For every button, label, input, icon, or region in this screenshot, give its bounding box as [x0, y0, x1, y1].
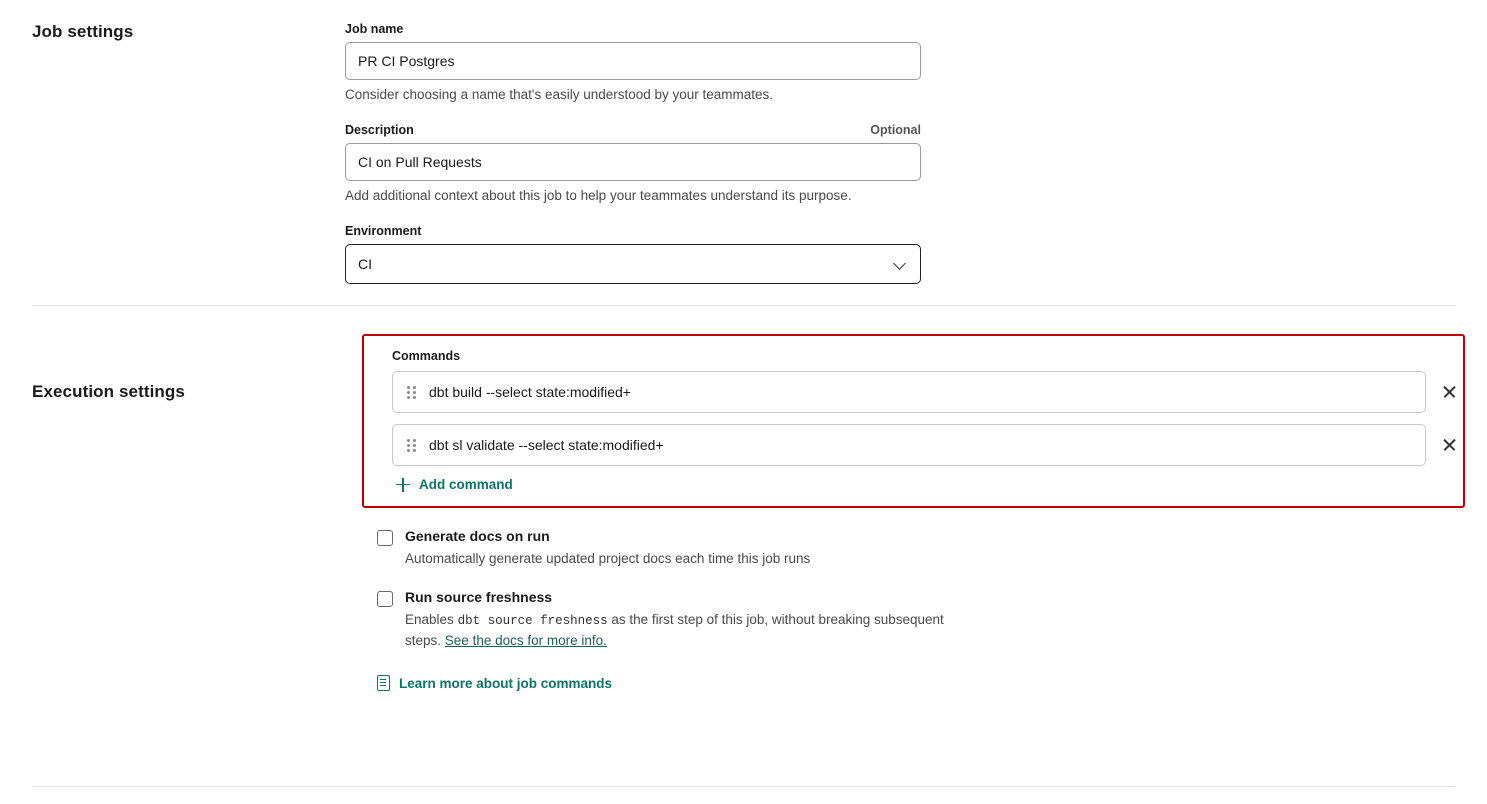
source-freshness-desc-middle: as the first step of this job, without breaking subsequent steps. [405, 612, 944, 648]
job-name-label-row [345, 22, 921, 36]
source-freshness-checkbox[interactable] [377, 591, 393, 607]
source-freshness-text [405, 589, 965, 651]
description-value: CI on Pull Requests [358, 154, 482, 170]
job-name-input[interactable] [345, 42, 921, 80]
source-freshness-option [377, 589, 1487, 651]
generate-docs-checkbox[interactable] [377, 530, 393, 546]
job-settings-form [345, 22, 1487, 305]
environment-value: CI [358, 256, 372, 272]
environment-select[interactable] [345, 244, 921, 284]
description-input[interactable] [345, 143, 921, 181]
drag-handle-icon[interactable] [405, 437, 417, 453]
learn-more-link[interactable] [377, 675, 612, 691]
execution-settings-section [0, 306, 1487, 508]
description-help: Add additional context about this job to help your teammates understand its purpose. [345, 188, 852, 203]
generate-docs-title: Generate docs on run [405, 528, 550, 544]
command-input[interactable] [392, 371, 1426, 413]
commands-label: Commands [392, 349, 461, 363]
source-freshness-description [405, 610, 965, 651]
command-row [392, 371, 1463, 413]
job-name-field [345, 22, 1487, 102]
remove-command-button[interactable] [1437, 379, 1463, 405]
source-freshness-command-code: dbt source freshness [457, 614, 608, 629]
execution-settings-body [345, 334, 1487, 508]
document-icon [377, 675, 390, 691]
execution-settings-title: Execution settings [32, 382, 185, 401]
source-freshness-title: Run source freshness [405, 589, 553, 606]
job-name-value: PR CI Postgres [358, 53, 455, 69]
job-settings-title: Job settings [32, 22, 134, 41]
command-row [392, 424, 1463, 466]
environment-field [345, 224, 1487, 284]
command-input[interactable] [392, 424, 1426, 466]
job-name-label: Job name [345, 22, 404, 36]
drag-handle-icon[interactable] [405, 384, 417, 400]
generate-docs-description: Automatically generate updated project docs each time this job runs [405, 551, 811, 566]
description-label: Description [345, 123, 414, 137]
environment-label: Environment [345, 224, 422, 238]
generate-docs-text [405, 528, 810, 569]
chevron-down-icon [894, 258, 906, 270]
add-command-button[interactable] [396, 477, 513, 492]
commands-panel [362, 334, 1465, 508]
description-field [345, 123, 1487, 203]
generate-docs-option [377, 528, 1487, 569]
description-optional-badge: Optional [870, 123, 921, 137]
job-settings-section [0, 0, 1487, 305]
environment-label-row [345, 224, 921, 238]
command-value: dbt build --select state:modified+ [429, 384, 631, 400]
add-command-label: Add command [419, 477, 513, 492]
source-freshness-docs-link[interactable]: See the docs for more info. [444, 633, 607, 648]
plus-icon [396, 478, 410, 492]
learn-more-label: Learn more about job commands [399, 675, 613, 691]
job-name-help: Consider choosing a name that's easily understood by your teammates. [345, 87, 774, 102]
remove-command-button[interactable] [1437, 432, 1463, 458]
command-value: dbt sl validate --select state:modified+ [429, 437, 664, 453]
description-label-row [345, 123, 921, 137]
bottom-divider [32, 786, 1455, 787]
source-freshness-desc-prefix: Enables [405, 612, 454, 628]
